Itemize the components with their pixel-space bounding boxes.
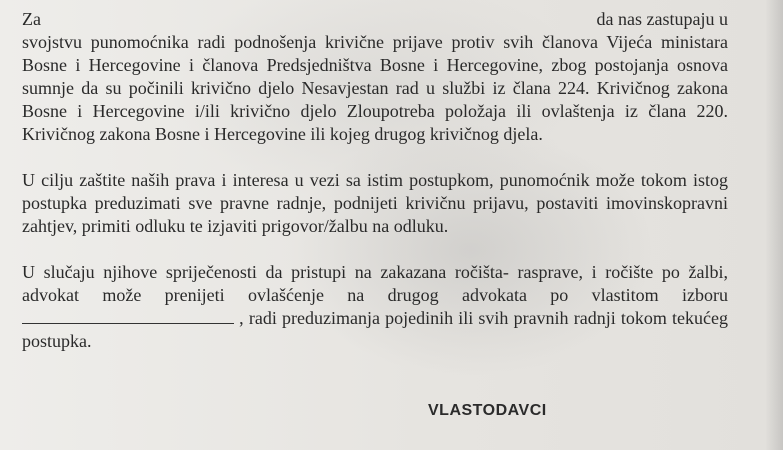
paragraph-substitution	[22, 261, 728, 353]
document-body	[22, 8, 728, 376]
paragraph-authorization-text: svojstvu punomoćnika radi podnošenja krivične prijave protiv svih članova Vijeća ministara Bosne i Hercegovine i članova Predsjedništva Bosne i Hercegovine, zbog postojanja osnova sumnje da su počinili krivično djelo Nesavjestan rad u službi iz člana 224. Krivičnog zakona Bosne i Hercegovine i/ili krivično djelo Zloupotreba položaja ili ovlaštenja iz člana 220. Krivičnog zakona Bosne i Hercegovine ili kojeg drugog krivičnog djela.	[22, 32, 728, 144]
paragraph-rights: U cilju zaštite naših prava i interesa u vezi sa istim postupkom, punomoćnik može tokom istog postupka preduzimati sve pravne radnje, podnijeti krivičnu prijavu, postaviti imovinskopravni zahtjev, primiti odluku te izjaviti prigovor/žalbu na odluku.	[22, 170, 728, 236]
first-line	[22, 8, 728, 31]
text-za: Za	[22, 9, 41, 29]
substitution-text-before: U slučaju njihove spriječenosti da pristupi na zakazana ročišta- rasprave, i ročište po žalbi, advokat može prenijeti ovlašćenje na drugog advokata po vlastitom izboru	[22, 262, 728, 305]
paragraph-authorization	[22, 8, 728, 146]
lawyer-name-blank-line	[22, 307, 234, 324]
text-zastupaju: da nas zastupaju u	[596, 9, 728, 29]
signature-heading: VLASTODAVCI	[428, 402, 547, 419]
substitution-text-after: , radi preduzimanja pojedinih ili svih pravnih radnji tokom tekućeg postupka.	[22, 308, 729, 351]
page-edge-shadow	[765, 0, 783, 450]
